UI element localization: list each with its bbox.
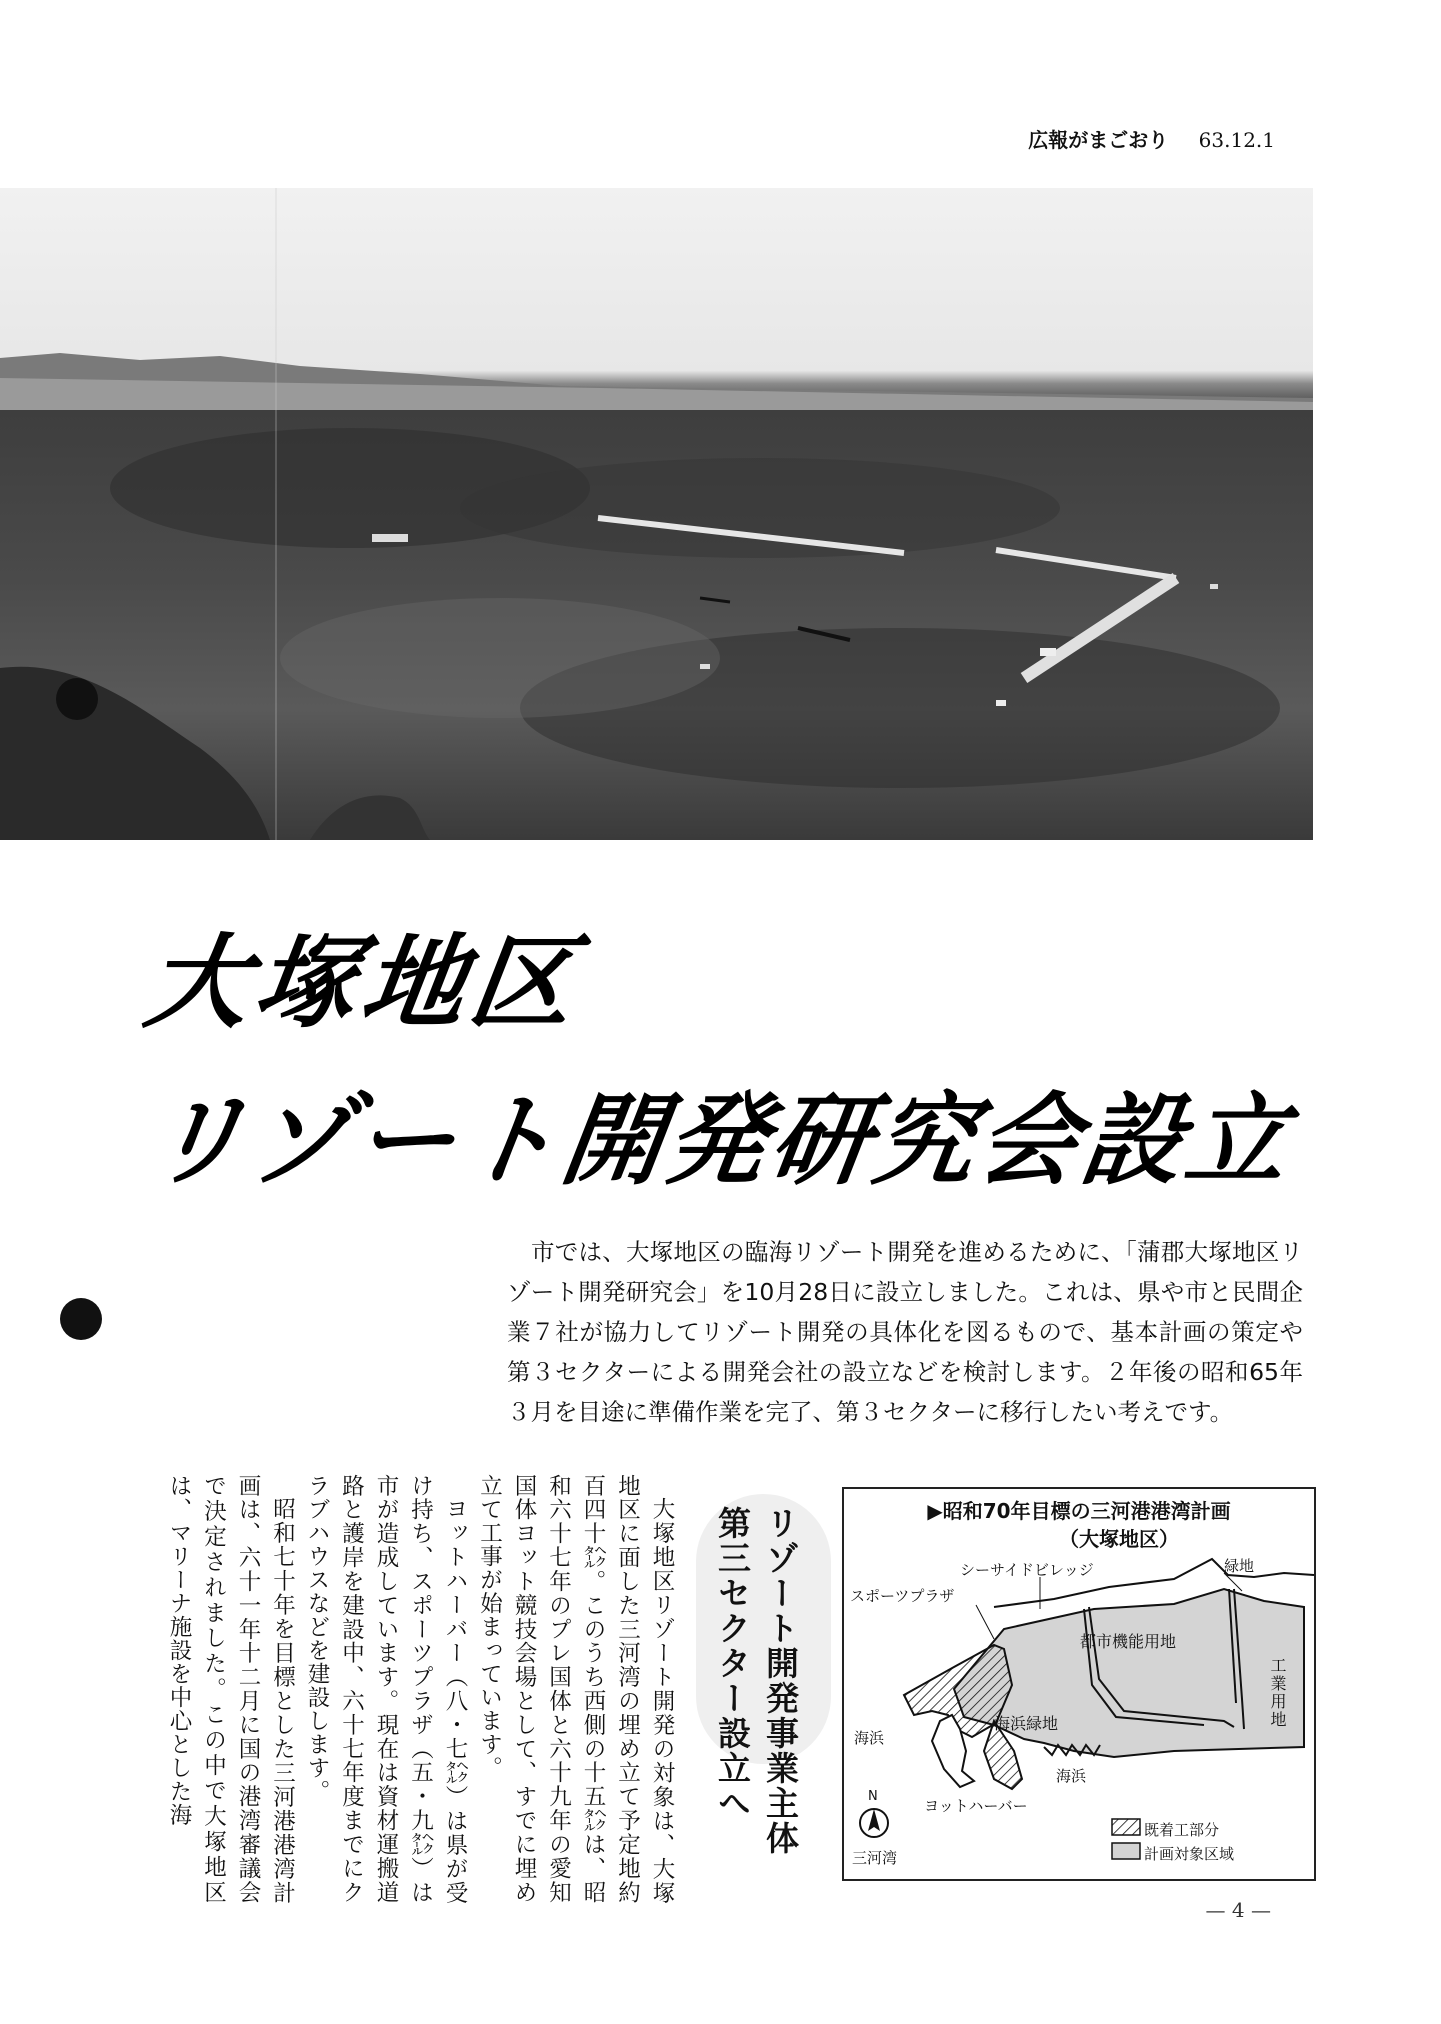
page-number: — 4 —	[1205, 1898, 1271, 1922]
subheading	[708, 1506, 804, 1926]
label-green: 緑地	[1224, 1557, 1255, 1575]
label-yacht-harbor: ヨットハーバー	[924, 1797, 1028, 1815]
label-seaside-village: シーサイドビレッジ	[960, 1561, 1094, 1579]
label-industrial: 工業用地	[1268, 1657, 1287, 1729]
subheading-line-2: 第三セクター設立へ	[713, 1506, 752, 1821]
label-bay: 三河湾	[852, 1849, 898, 1867]
bay-aerial-photo	[0, 188, 1313, 840]
label-sports-plaza: スポーツプラザ	[850, 1587, 955, 1605]
harbor-plan-map	[842, 1487, 1316, 1881]
label-beach-left: 海浜	[854, 1729, 885, 1747]
headline-line-2: リゾート開発研究会設立	[138, 1082, 1300, 1199]
lead-paragraph: 市では、大塚地区の臨海リゾート開発を進めるために、「蒲郡大塚地区リゾート開発研究会」を10月28日に設立しました。これは、県や市と民間企業７社が協力してリゾート開発の具体化を図るもので、基本計画の策定や第３セクターによる開発会社の設立などを検討します。２年後の昭和65年３月を目途に準備作業を完了、第３セクターに移行したい考えです。	[507, 1238, 1303, 1426]
body-paragraph: ヨットハーバー（八・七㌶）は県が受け持ち、スポーツプラザ（五・九㌶）は市が造成しています。現在は資材運搬道路と護岸を建設中、六十七年度までにクラブハウスなどを建設します。	[304, 1474, 468, 1904]
label-urban-use: 都市機能用地	[1080, 1632, 1177, 1651]
legend-planned: 計画対象区域	[1144, 1845, 1235, 1863]
map-title-line-2: （大塚地区）	[1059, 1527, 1179, 1551]
map-title	[844, 1497, 1314, 1553]
body-paragraph: 昭和七十年を目標とした三河港港湾計画は、六十一年十二月に国の港湾審議会で決定されました。この中で大塚地区は、マリーナ施設を中心とした海	[166, 1474, 296, 1904]
subheading-line-1: リゾート開発事業主体	[761, 1506, 800, 1856]
map-title-line-1: ▶昭和70年目標の三河港港湾計画	[927, 1499, 1231, 1523]
legend-existing: 既着工部分	[1144, 1821, 1220, 1839]
label-beach-right: 海浜	[1056, 1767, 1087, 1785]
bullet-dot-middle	[60, 1298, 102, 1340]
body-paragraph: 大塚地区リゾート開発の対象は、大塚地区に面した三河湾の埋め立て予定地約百四十㌶。このうち西側の十五㌶は、昭和六十七年のプレ国体と六十九年の愛知国体ヨット競技会場として、すでに埋め立て工事が始まっています。	[476, 1474, 675, 1904]
bullet-dot-top	[56, 678, 98, 720]
article-body	[143, 1474, 679, 1904]
page-header	[1028, 124, 1275, 153]
headline-line-1: 大塚地区	[138, 924, 588, 1043]
label-beach-green: 海浜緑地	[994, 1714, 1059, 1733]
issue-date: 63.12.1	[1198, 128, 1275, 152]
label-north: N	[868, 1789, 878, 1804]
publication-name: 広報がまごおり	[1028, 128, 1169, 152]
